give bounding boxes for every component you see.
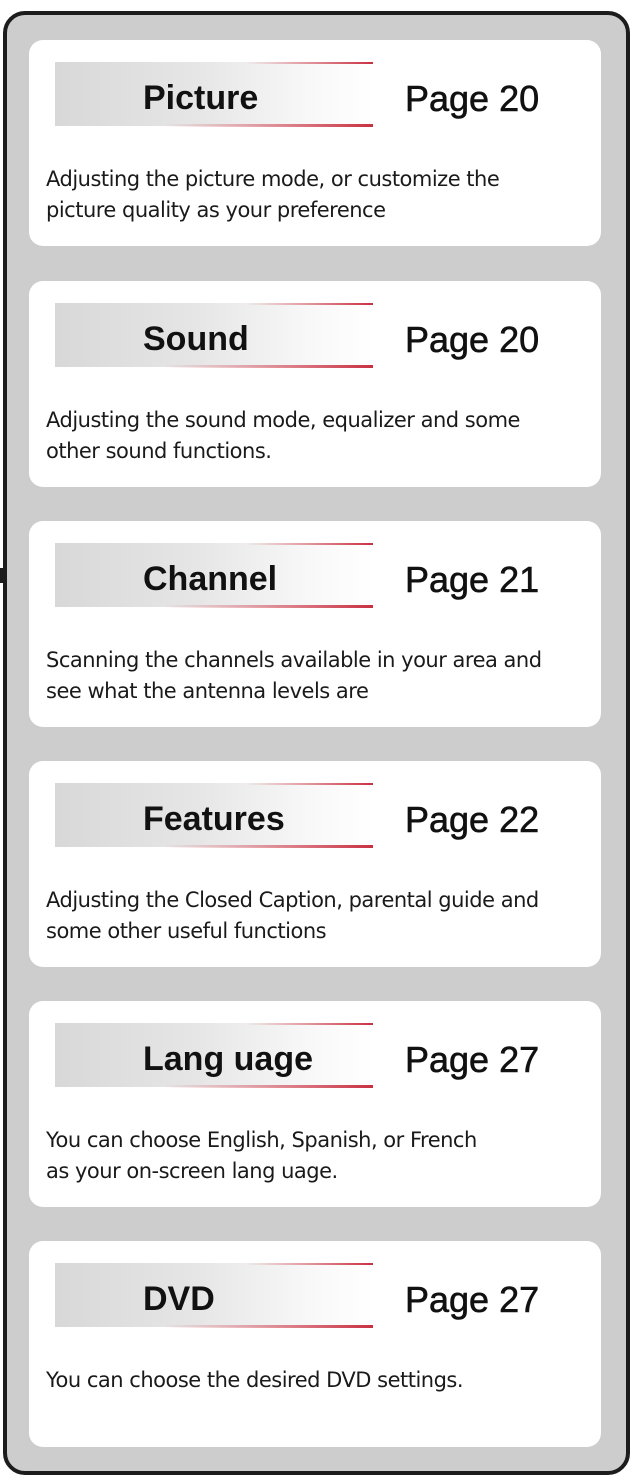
description-line: Adjusting the picture mode, or customize the <box>46 167 500 191</box>
section-title: Lang uage <box>143 1040 314 1078</box>
page-reference: Page 20 <box>405 319 540 360</box>
section-title: Picture <box>143 79 259 117</box>
section-card-features <box>29 761 601 967</box>
page-reference: Page 22 <box>405 799 540 840</box>
description-line: Scanning the channels available in your area and <box>46 648 542 672</box>
description-line: see what the antenna levels are <box>46 679 369 703</box>
description-line: You can choose the desired DVD settings. <box>46 1368 464 1392</box>
section-description <box>46 885 591 947</box>
description-line: picture quality as your preference <box>46 198 386 222</box>
page-reference: Page 27 <box>405 1279 540 1320</box>
section-tab-language <box>55 1023 373 1087</box>
section-card-sound <box>29 281 601 487</box>
description-line: other sound functions. <box>46 439 272 463</box>
section-tab-sound <box>55 303 373 367</box>
section-title: Features <box>143 800 285 838</box>
section-card-channel <box>29 521 601 727</box>
section-description <box>46 405 591 467</box>
section-title: Channel <box>143 560 278 598</box>
description-line: some other useful functions <box>46 919 327 943</box>
section-description <box>46 164 591 226</box>
section-description <box>46 1365 591 1396</box>
description-line: Adjusting the sound mode, equalizer and some <box>46 408 520 432</box>
description-line: Adjusting the Closed Caption, parental guide and <box>46 888 539 912</box>
section-description <box>46 1125 591 1187</box>
section-tab-channel <box>55 543 373 607</box>
section-card-dvd <box>29 1241 601 1447</box>
page-reference: Page 20 <box>405 78 540 119</box>
page-reference: Page 21 <box>405 559 540 600</box>
section-card-language <box>29 1001 601 1207</box>
description-line: as your on-screen lang uage. <box>46 1159 338 1183</box>
section-tab-features <box>55 783 373 847</box>
section-title: DVD <box>143 1280 215 1318</box>
section-tab-picture <box>55 62 373 126</box>
page-reference: Page 27 <box>405 1039 540 1080</box>
section-title: Sound <box>143 320 249 358</box>
section-card-picture <box>29 40 601 246</box>
description-line: You can choose English, Spanish, or French <box>46 1128 477 1152</box>
section-description <box>46 645 591 707</box>
section-tab-dvd <box>55 1263 373 1327</box>
